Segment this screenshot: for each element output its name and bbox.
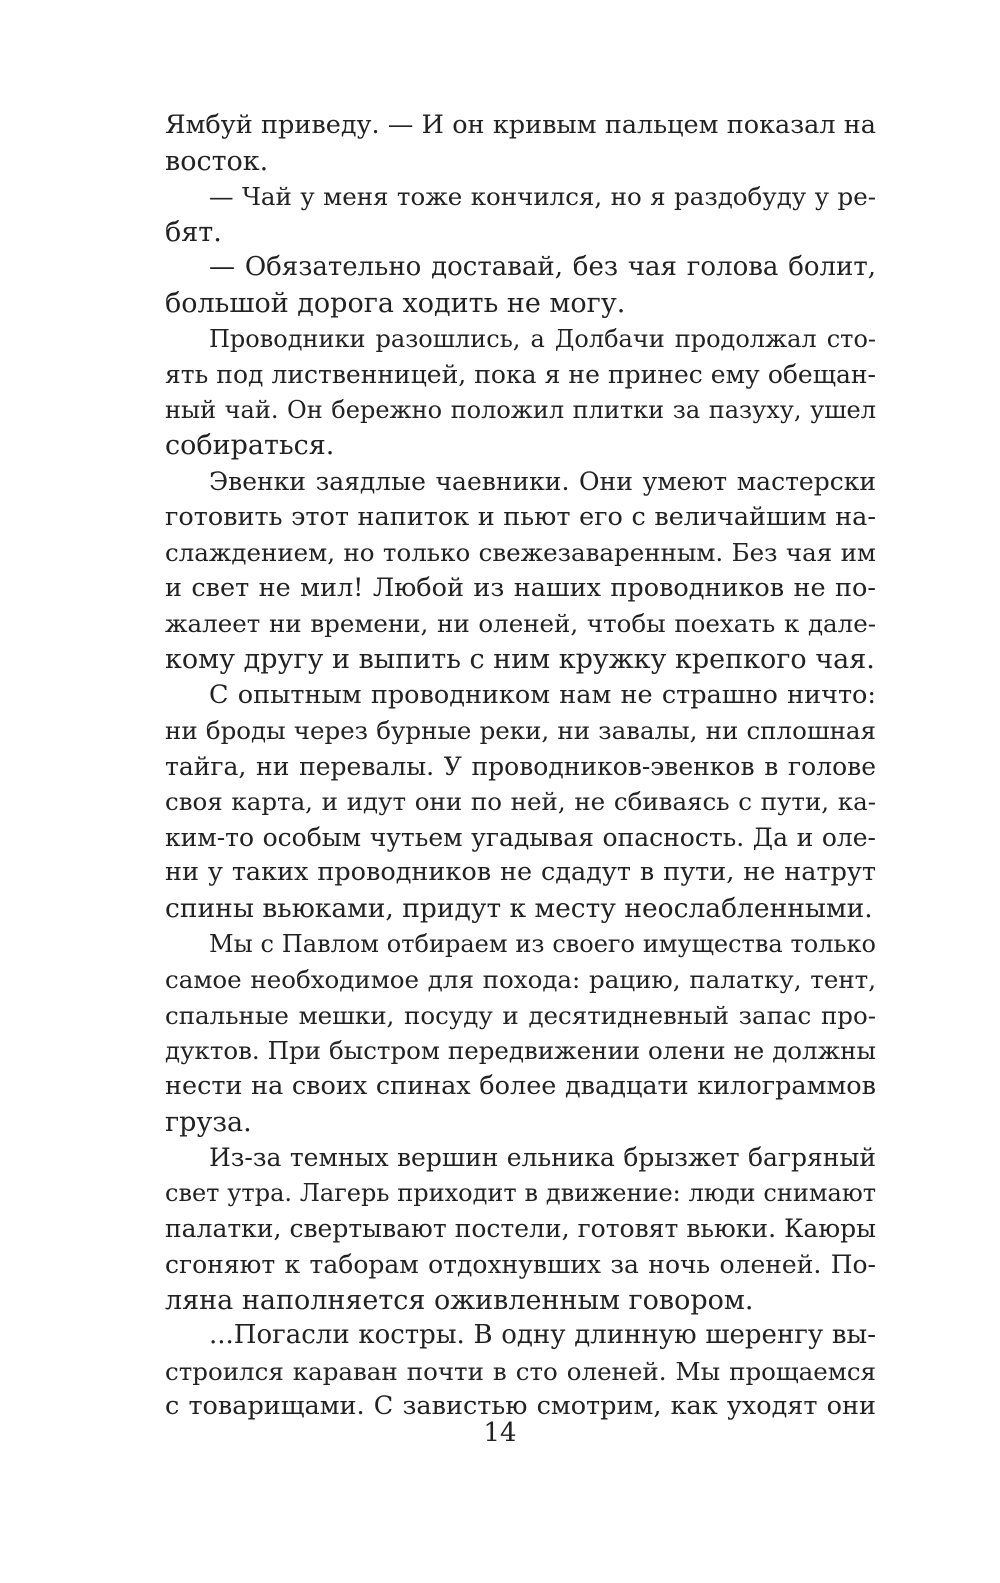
- text-line: свет утра. Лагерь приходит в движение: люди снимают: [165, 1178, 876, 1207]
- text-line: самое необходимое для похода: рацию, палатку, тент,: [165, 965, 876, 995]
- text-line: Мы с Павлом отбираем из своего имущества только: [209, 929, 876, 958]
- text-line: своя карта, и идут они по ней, не сбиваясь с пути, ка-: [165, 787, 876, 817]
- text-line: Ямбуй приведу. — И он кривым пальцем показал на: [165, 110, 876, 140]
- text-line: собираться.: [165, 430, 335, 462]
- text-line: — Чай у меня тоже кончился, но я раздобуду у ре-: [209, 182, 876, 212]
- text-line: груза.: [165, 1106, 252, 1138]
- text-line: палатки, свертывают постели, готовят вьюки. Каюры: [165, 1214, 876, 1244]
- text-line: готовить этот напиток и пьют его с величайшим на-: [165, 501, 876, 532]
- body-text: [165, 108, 876, 1425]
- text-line: слаждением, но только свежезаваренным. Без чая им: [165, 538, 876, 568]
- text-line: нести на своих спинах более двадцати килограммов: [165, 1071, 876, 1102]
- text-line: жалеет ни времени, ни оленей, чтобы поехать к дале-: [165, 609, 876, 639]
- text-line: Проводники разошлись, а Долбачи продолжал сто-: [209, 324, 876, 353]
- text-line: восток.: [165, 145, 269, 177]
- text-line: ять под лиственницей, пока я не принес ему обещан-: [165, 360, 876, 390]
- text-line: ...Погасли костры. В одну длинную шеренгу вы-: [209, 1320, 876, 1351]
- text-line: с товарищами. С завистью смотрим, как уходят они: [165, 1391, 876, 1422]
- text-line: — Обязательно доставай, без чая голова болит,: [209, 252, 876, 283]
- text-line: кому другу и выпить с ним кружку крепкого чая.: [165, 643, 875, 675]
- text-line: бят.: [165, 216, 222, 248]
- text-line: ни броды через бурные реки, ни завалы, ни сплошная: [165, 716, 876, 746]
- text-line: большой дорога ходить не могу.: [165, 287, 626, 319]
- text-line: С опытным проводником нам не страшно ничто:: [209, 679, 876, 710]
- text-line: и свет не мил! Любой из наших проводников не по-: [165, 572, 876, 603]
- text-line: ким-то особым чутьем угадывая опасность. Да и оле-: [165, 822, 876, 852]
- text-line: спальные мешки, посуду и десятидневный запас про-: [165, 1000, 876, 1030]
- text-line: Из-за темных вершин ельника брызжет багряный: [209, 1143, 876, 1173]
- text-line: ляна наполняется оживленным говором.: [165, 1284, 754, 1316]
- text-line: ни у таких проводников не сдадут в пути, не натрут: [165, 857, 876, 888]
- page-number: 14: [483, 1418, 517, 1448]
- text-line: тайга, ни перевалы. У проводников-эвенков в голове: [165, 751, 876, 781]
- text-line: Эвенки заядлые чаевники. Они умеют мастерски: [209, 466, 876, 496]
- text-line: ный чай. Он бережно положил плитки за пазуху, ушел: [165, 395, 876, 424]
- text-line: строился караван почти в сто оленей. Мы прощаемся: [165, 1356, 876, 1386]
- text-line: спины вьюками, придут к месту неослабленными.: [165, 893, 873, 925]
- text-line: сгоняют к таборам отдохнувших за ночь оленей. По-: [165, 1250, 876, 1279]
- text-line: дуктов. При быстром передвижении олени не должны: [165, 1036, 876, 1066]
